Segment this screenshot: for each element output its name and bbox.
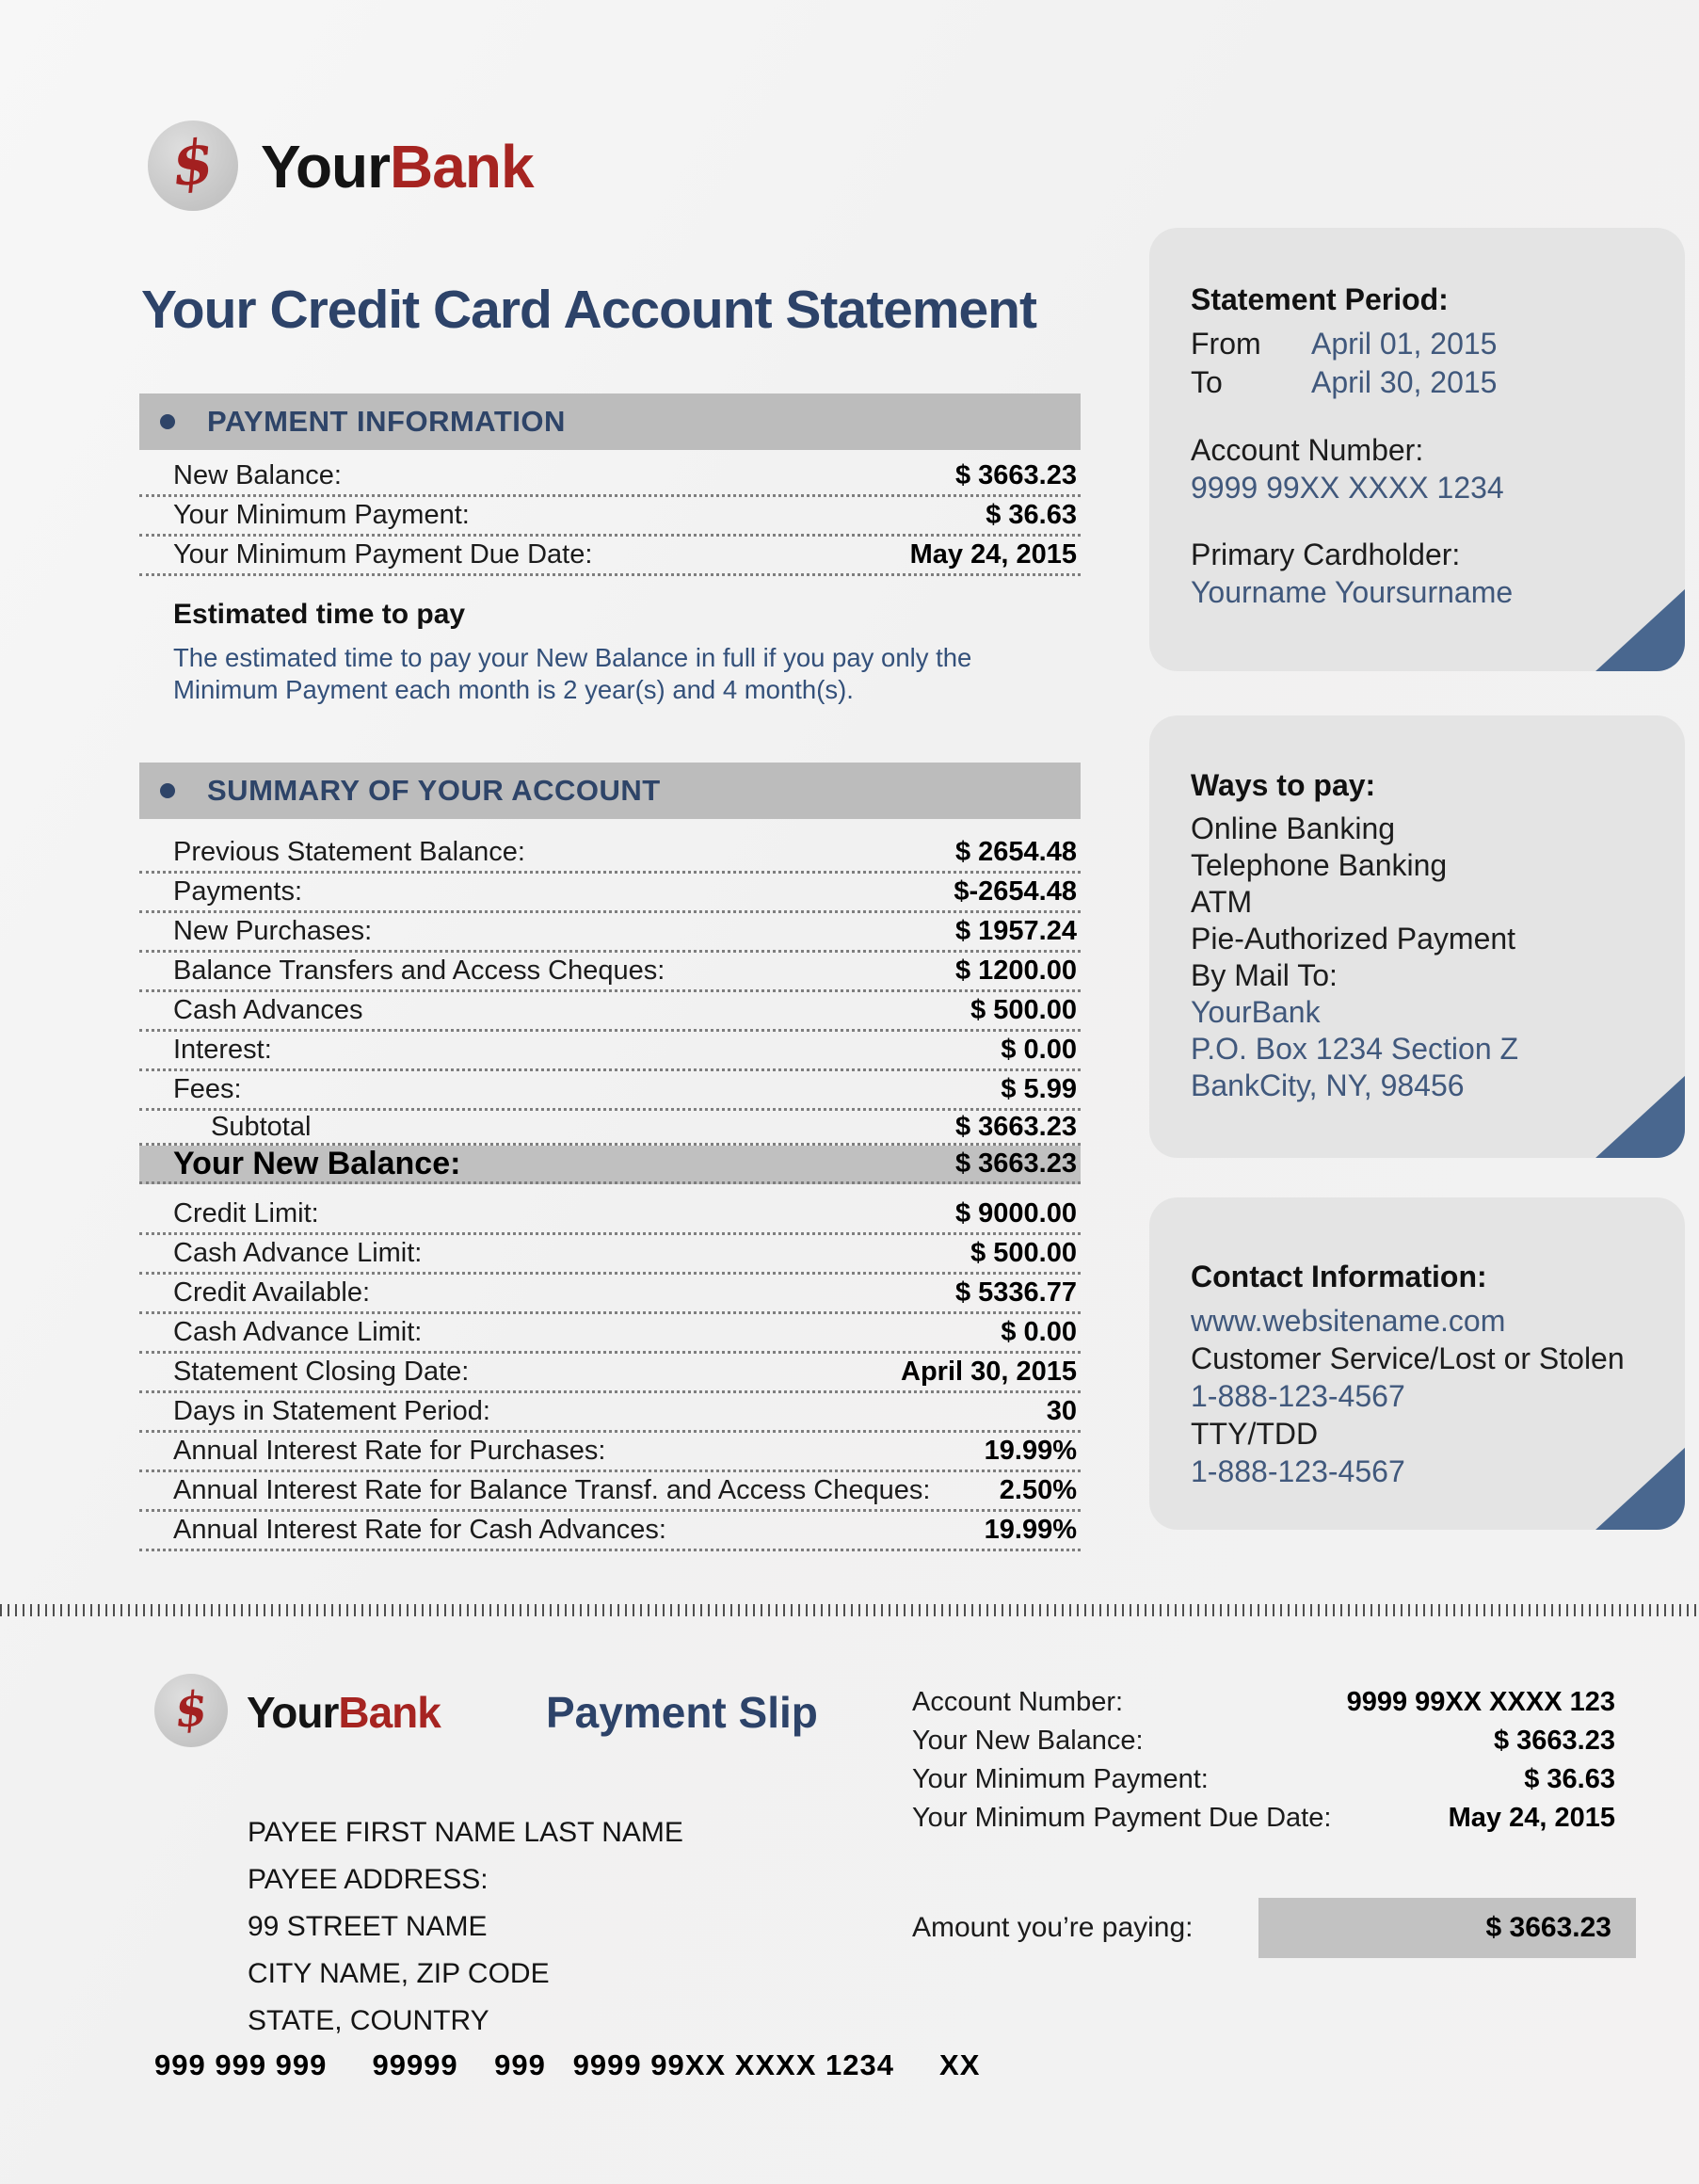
- section-header-label: SUMMARY OF YOUR ACCOUNT: [207, 774, 661, 807]
- account-details-table: [139, 1196, 1081, 1551]
- row-value: $ 36.63: [1524, 1764, 1615, 1794]
- row-value: $ 500.00: [970, 1238, 1077, 1268]
- customer-service-phone: 1-888-123-4567: [1191, 1379, 1405, 1413]
- table-row: [139, 1354, 1081, 1393]
- row-label: Cash Advance Limit:: [173, 1238, 423, 1268]
- table-row: [139, 1512, 1081, 1551]
- estimated-line-1: The estimated time to pay your New Balance in full if you pay only the: [173, 643, 972, 672]
- row-value: 19.99%: [984, 1515, 1077, 1545]
- bank-name: [261, 132, 534, 201]
- contact-information-panel: [1149, 1197, 1685, 1530]
- bank-name-bank: Bank: [390, 133, 534, 201]
- ways-to-pay-panel: [1149, 715, 1685, 1158]
- row-label: Your New Balance:: [912, 1726, 1144, 1756]
- account-number-value: 9999 99XX XXXX 1234: [1191, 471, 1504, 505]
- new-balance-row: [139, 1146, 1081, 1184]
- tty-label: TTY/TDD: [1191, 1417, 1319, 1451]
- table-row: [139, 1472, 1081, 1512]
- bullet-icon: [160, 783, 175, 798]
- table-row: [139, 458, 1081, 497]
- table-row: [139, 913, 1081, 953]
- dollar-icon: $: [168, 125, 217, 201]
- cardholder-value: Yourname Yoursurname: [1191, 575, 1514, 609]
- table-row: [912, 1799, 1615, 1838]
- row-label: New Balance:: [173, 460, 342, 490]
- row-label: Credit Available:: [173, 1277, 371, 1308]
- payment-slip-title: Payment Slip: [546, 1688, 818, 1737]
- row-label: Credit Limit:: [173, 1198, 319, 1228]
- pay-method: Pie-Authorized Payment: [1191, 922, 1516, 956]
- mail-address: [1191, 994, 1685, 1104]
- from-label: From: [1191, 327, 1261, 361]
- row-label: New Purchases:: [173, 916, 373, 946]
- row-value: $ 1200.00: [954, 956, 1077, 986]
- account-summary-header: [139, 763, 1081, 819]
- payment-information-header: [139, 393, 1081, 450]
- amount-paying-value: $ 3663.23: [1258, 1898, 1636, 1958]
- estimated-line-2: Minimum Payment each month is 2 year(s) and 4 month(s).: [173, 675, 854, 704]
- bank-code-line: 999 999 999 99999 999 9999 99XX XXXX 1234 XX: [154, 2048, 981, 2081]
- payment-slip-table: [912, 1683, 1615, 1838]
- table-row: [139, 497, 1081, 537]
- row-value: $ 3663.23: [954, 1148, 1077, 1179]
- row-value: May 24, 2015: [1448, 1803, 1615, 1833]
- row-value: $ 1957.24: [954, 916, 1077, 946]
- row-label: Your Minimum Payment:: [912, 1764, 1209, 1794]
- row-label: Previous Statement Balance:: [173, 837, 525, 867]
- row-value: April 30, 2015: [901, 1357, 1077, 1387]
- row-label: Cash Advances: [173, 995, 363, 1025]
- row-value: 30: [1046, 1396, 1077, 1426]
- payee-line: CITY NAME, ZIP CODE: [248, 1958, 550, 1989]
- row-value: $ 0.00: [1001, 1317, 1077, 1347]
- row-label: Your Minimum Payment Due Date:: [173, 539, 593, 570]
- table-row: [139, 1275, 1081, 1314]
- table-row: [139, 1032, 1081, 1071]
- table-row: [912, 1683, 1615, 1722]
- table-row: [139, 834, 1081, 874]
- row-label: Account Number:: [912, 1687, 1124, 1717]
- row-value: $ 3663.23: [954, 460, 1077, 490]
- customer-service-label: Customer Service/Lost or Stolen: [1191, 1341, 1625, 1375]
- to-label: To: [1191, 365, 1223, 399]
- bank-name-your: Your: [247, 1688, 339, 1737]
- estimated-time-title: Estimated time to pay: [173, 599, 466, 630]
- row-label: Your Minimum Payment Due Date:: [912, 1803, 1332, 1833]
- row-value: $ 5336.77: [954, 1277, 1077, 1308]
- row-value: May 24, 2015: [909, 539, 1077, 570]
- row-value: 2.50%: [999, 1475, 1077, 1505]
- payee-line: PAYEE FIRST NAME LAST NAME: [248, 1817, 683, 1848]
- page-title: Your Credit Card Account Statement: [141, 280, 1036, 340]
- row-label: Payments:: [173, 876, 302, 907]
- bank-logo: [148, 120, 238, 211]
- pay-method: By Mail To:: [1191, 958, 1338, 992]
- table-row: [139, 537, 1081, 576]
- row-label: Cash Advance Limit:: [173, 1317, 423, 1347]
- ways-to-pay-methods: [1191, 811, 1685, 994]
- row-value: $ 9000.00: [954, 1198, 1077, 1228]
- table-row: [139, 1071, 1081, 1111]
- pay-method: Telephone Banking: [1191, 848, 1448, 882]
- row-label: Your Minimum Payment:: [173, 500, 470, 530]
- mail-address-line: YourBank: [1191, 995, 1321, 1029]
- table-row: [139, 1314, 1081, 1354]
- row-value: $-2654.48: [954, 876, 1077, 907]
- pay-method: ATM: [1191, 885, 1253, 919]
- table-row: [912, 1722, 1615, 1760]
- row-value: $ 3663.23: [1493, 1726, 1615, 1756]
- row-label: Interest:: [173, 1035, 272, 1065]
- estimated-time-text: [173, 642, 1081, 706]
- period-from: [1191, 325, 1685, 363]
- table-row: [139, 874, 1081, 913]
- account-summary-section: [139, 763, 1081, 1184]
- cardholder-label: Primary Cardholder:: [1191, 538, 1461, 571]
- bank-logo-slip: [154, 1674, 228, 1747]
- website-link: www.websitename.com: [1191, 1304, 1506, 1338]
- row-value: $ 36.63: [986, 500, 1077, 530]
- row-label: Days in Statement Period:: [173, 1396, 490, 1426]
- bullet-icon: [160, 414, 175, 429]
- table-row: [912, 1760, 1615, 1799]
- payee-line: 99 STREET NAME: [248, 1911, 488, 1942]
- bank-name-bank: Bank: [338, 1688, 441, 1737]
- account-number-label: Account Number:: [1191, 433, 1424, 467]
- payee-line: PAYEE ADDRESS:: [248, 1864, 489, 1895]
- row-value: $ 5.99: [1001, 1074, 1077, 1104]
- payment-information-table: [139, 458, 1081, 576]
- row-value: $ 0.00: [1001, 1035, 1077, 1065]
- table-row: [139, 1196, 1081, 1235]
- account-summary-table: [139, 834, 1081, 1111]
- bank-name-slip: [247, 1687, 441, 1738]
- payment-information-section: [139, 393, 1081, 706]
- table-row: [139, 1235, 1081, 1275]
- row-label: Balance Transfers and Access Cheques:: [173, 956, 665, 986]
- row-label: Statement Closing Date:: [173, 1357, 470, 1387]
- row-label: Annual Interest Rate for Cash Advances:: [173, 1515, 666, 1545]
- row-value: 9999 99XX XXXX 123: [1346, 1687, 1615, 1717]
- tty-phone: 1-888-123-4567: [1191, 1454, 1405, 1488]
- pay-method: Online Banking: [1191, 811, 1396, 845]
- subtotal-row: [139, 1111, 1081, 1146]
- statement-period-panel: [1149, 228, 1685, 671]
- perforation-divider: [0, 1604, 1699, 1616]
- payee-line: STATE, COUNTRY: [248, 2005, 489, 2036]
- row-label: Subtotal: [211, 1111, 312, 1142]
- table-row: [139, 953, 1081, 992]
- dollar-icon: $: [171, 1678, 211, 1739]
- mail-address-line: BankCity, NY, 98456: [1191, 1068, 1465, 1102]
- row-label: Fees:: [173, 1074, 242, 1104]
- from-value: April 01, 2015: [1311, 327, 1498, 361]
- row-label: Annual Interest Rate for Purchases:: [173, 1436, 606, 1466]
- to-value: April 30, 2015: [1311, 365, 1498, 399]
- payee-address-block: [248, 1809, 683, 2045]
- table-row: [139, 1393, 1081, 1433]
- row-label: Your New Balance:: [173, 1145, 461, 1181]
- section-header-label: PAYMENT INFORMATION: [207, 405, 566, 438]
- mail-address-line: P.O. Box 1234 Section Z: [1191, 1032, 1519, 1066]
- statement-period-title: Statement Period:: [1191, 282, 1449, 316]
- table-row: [139, 992, 1081, 1032]
- row-value: $ 2654.48: [954, 837, 1077, 867]
- bank-name-your: Your: [261, 133, 391, 201]
- amount-paying-label: Amount you’re paying:: [912, 1912, 1194, 1943]
- row-value: $ 3663.23: [954, 1111, 1077, 1142]
- ways-to-pay-title: Ways to pay:: [1191, 768, 1376, 802]
- row-value: 19.99%: [984, 1436, 1077, 1466]
- contact-title: Contact Information:: [1191, 1260, 1487, 1293]
- row-label: Annual Interest Rate for Balance Transf. and Access Cheques:: [173, 1475, 931, 1505]
- period-to: [1191, 363, 1685, 402]
- row-value: $ 500.00: [970, 995, 1077, 1025]
- table-row: [139, 1433, 1081, 1472]
